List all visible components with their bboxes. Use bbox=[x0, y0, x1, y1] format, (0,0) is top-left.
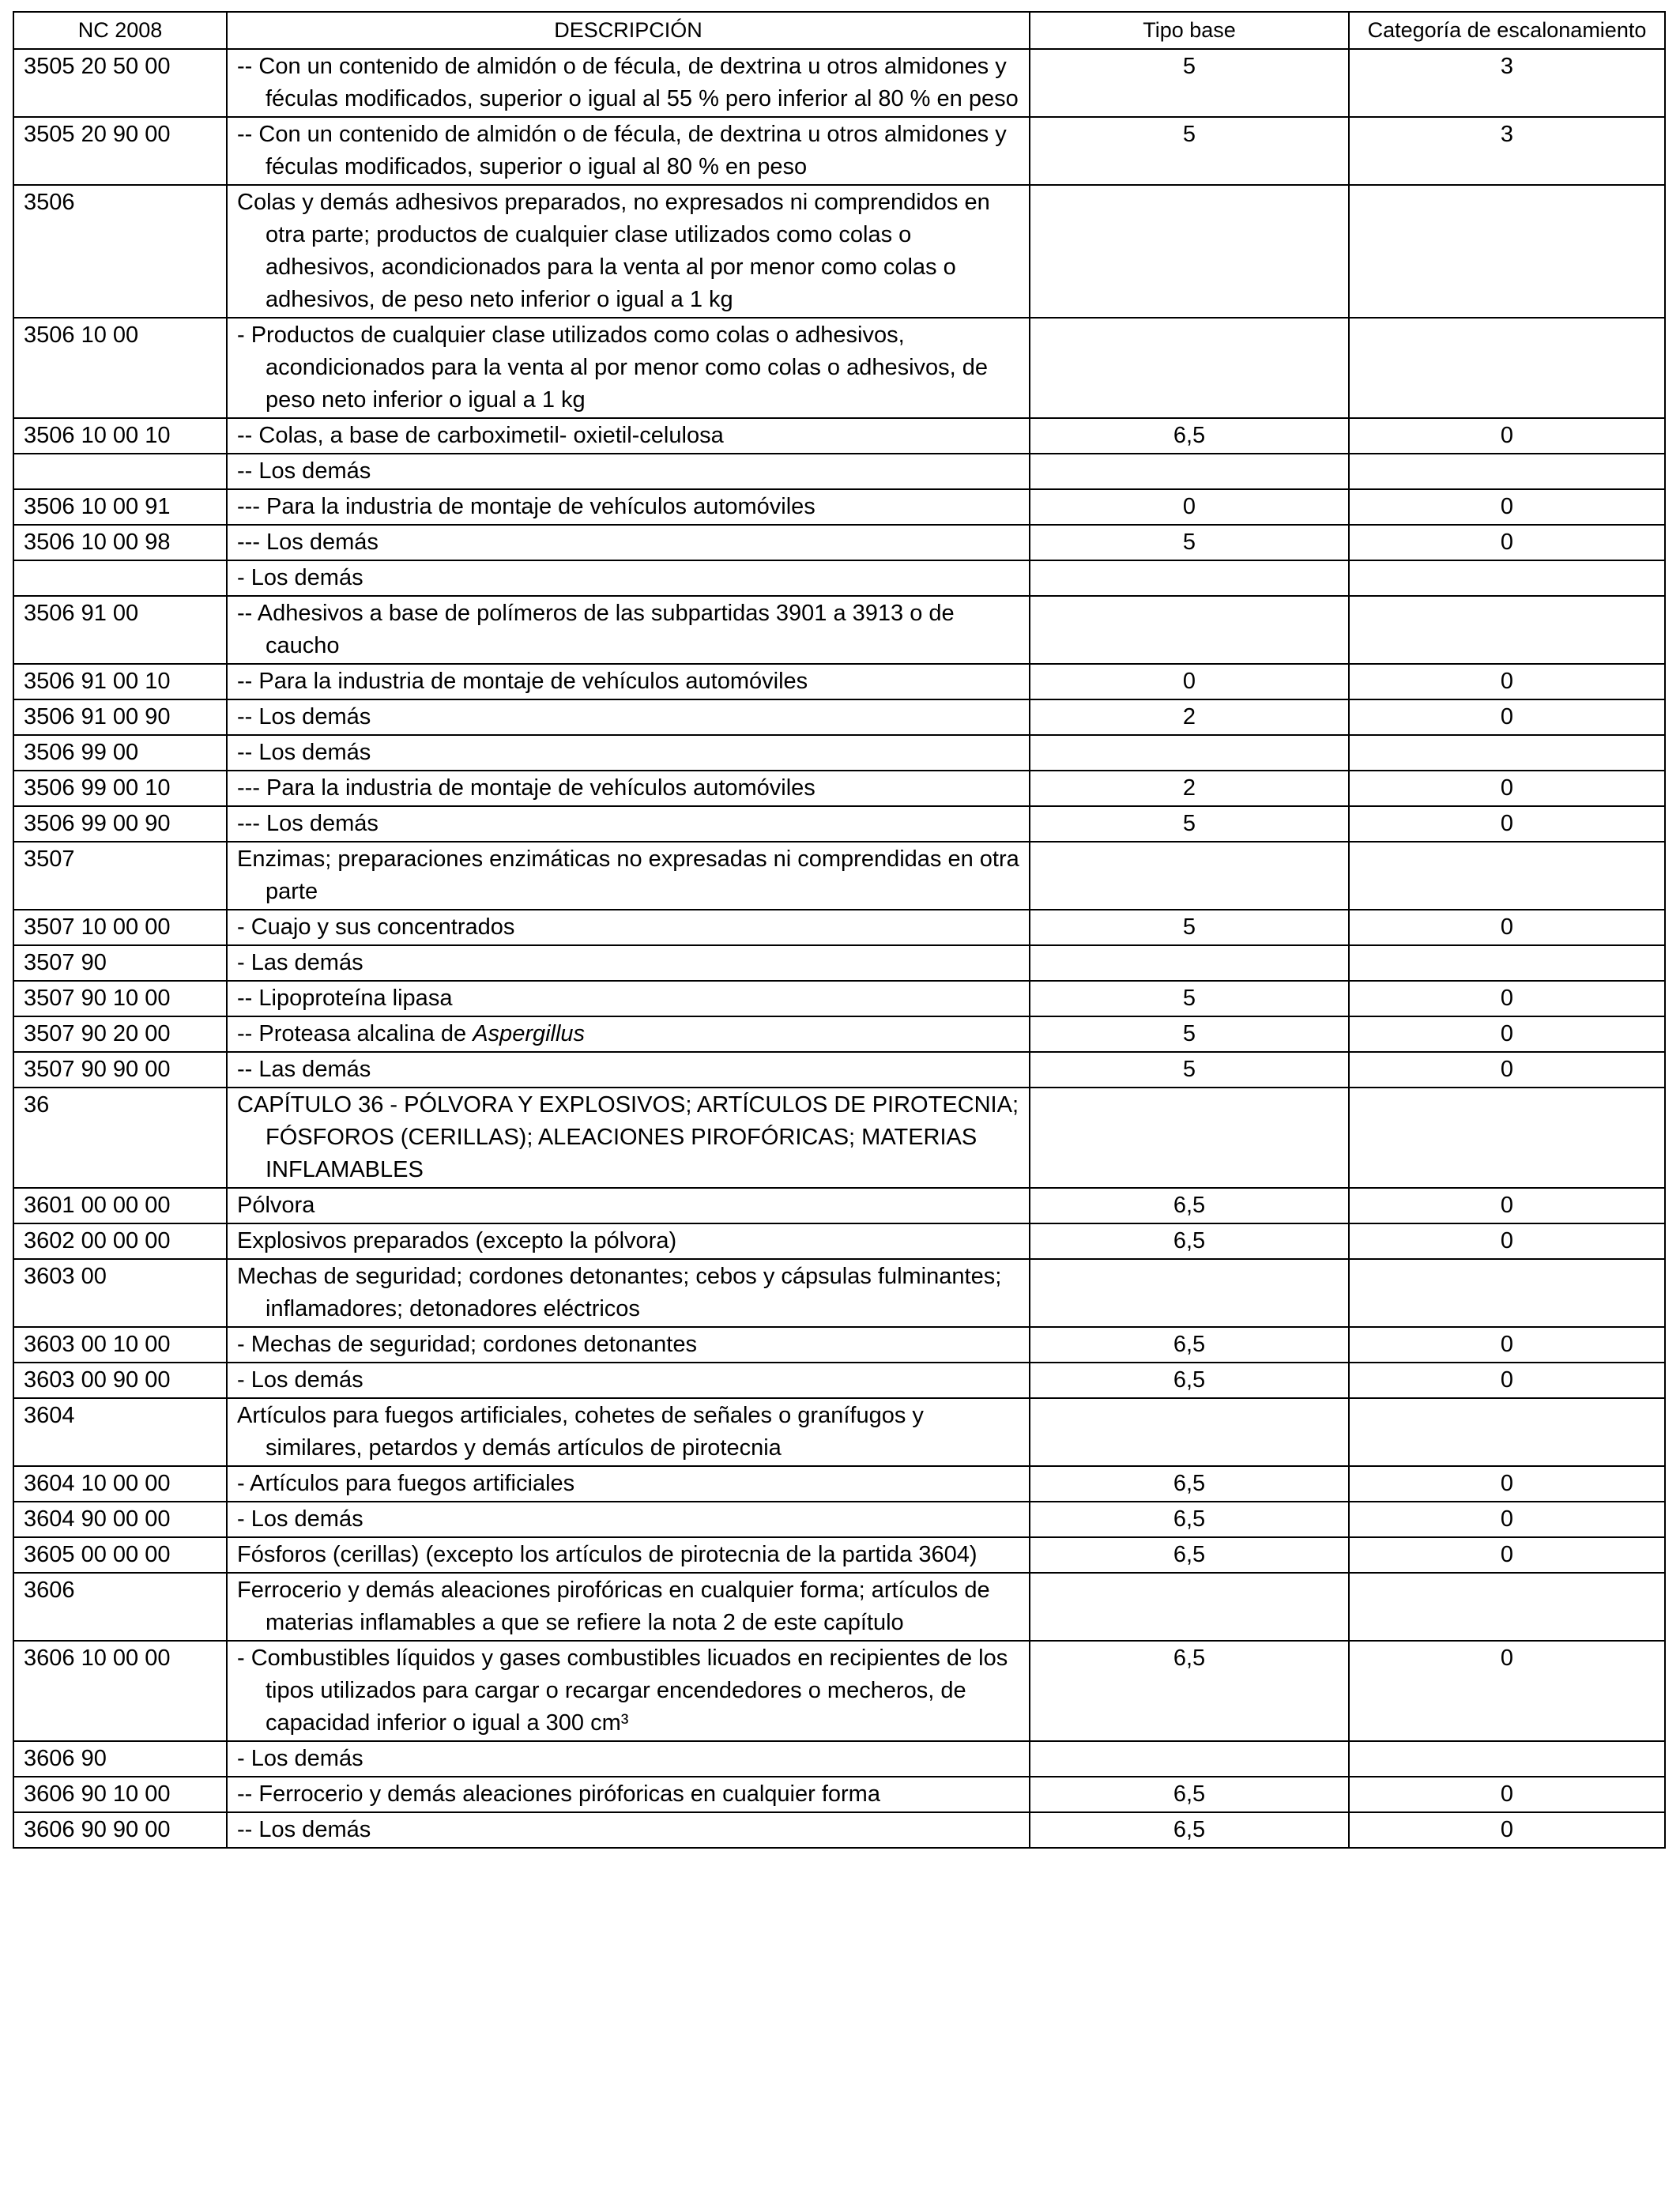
description-main-text: -- Los demás bbox=[237, 1817, 371, 1842]
nc-code-cell: 3606 90 bbox=[13, 1741, 227, 1777]
table-row bbox=[13, 1088, 1665, 1188]
nc-code-cell: 3603 00 10 00 bbox=[13, 1327, 227, 1363]
categoria-cell: 0 bbox=[1349, 1223, 1665, 1259]
description-cell bbox=[227, 1327, 1030, 1363]
categoria-cell: 0 bbox=[1349, 910, 1665, 945]
header-categoria-escalonamiento: Categoría de escalonamiento bbox=[1349, 12, 1665, 49]
description-main-text: Artículos para fuegos artificiales, cohetes de señales o granífugos y similares, petardos y demás artículos de pirotecnia bbox=[237, 1403, 924, 1461]
nc-code-cell: 3506 10 00 10 bbox=[13, 418, 227, 454]
nc-code-cell: 3603 00 90 00 bbox=[13, 1363, 227, 1398]
description-main-text: -- Con un contenido de almidón o de fécula, de dextrina u otros almidones y féculas modificados, superior o igual al 80 % en peso bbox=[237, 122, 1007, 179]
table-row bbox=[13, 699, 1665, 735]
categoria-cell: 0 bbox=[1349, 1502, 1665, 1537]
nc-code-cell: 3506 10 00 91 bbox=[13, 489, 227, 525]
description-text bbox=[237, 319, 1019, 417]
description-cell bbox=[227, 1052, 1030, 1088]
description-text bbox=[237, 1329, 1019, 1361]
categoria-cell bbox=[1349, 842, 1665, 910]
categoria-cell bbox=[1349, 1741, 1665, 1777]
description-text bbox=[237, 598, 1019, 662]
description-cell bbox=[227, 185, 1030, 318]
description-cell bbox=[227, 1259, 1030, 1327]
description-italic-text: Aspergillus bbox=[473, 1021, 586, 1046]
tipo-base-cell: 5 bbox=[1030, 910, 1349, 945]
nc-code-cell: 3507 90 10 00 bbox=[13, 981, 227, 1016]
table-row bbox=[13, 1812, 1665, 1848]
description-text bbox=[237, 1539, 1019, 1571]
tipo-base-cell: 6,5 bbox=[1030, 1363, 1349, 1398]
description-cell bbox=[227, 910, 1030, 945]
tipo-base-cell: 5 bbox=[1030, 981, 1349, 1016]
table-row bbox=[13, 981, 1665, 1016]
table-row bbox=[13, 596, 1665, 664]
description-main-text: -- Los demás bbox=[237, 704, 371, 729]
description-cell bbox=[227, 1088, 1030, 1188]
categoria-cell: 0 bbox=[1349, 1777, 1665, 1812]
description-text bbox=[237, 1054, 1019, 1086]
description-text bbox=[237, 843, 1019, 908]
description-cell bbox=[227, 771, 1030, 806]
nc-code-cell: 3506 99 00 10 bbox=[13, 771, 227, 806]
table-row bbox=[13, 1052, 1665, 1088]
description-text bbox=[237, 491, 1019, 523]
nc-code-cell: 3603 00 bbox=[13, 1259, 227, 1327]
categoria-cell: 0 bbox=[1349, 489, 1665, 525]
description-main-text: --- Para la industria de montaje de vehículos automóviles bbox=[237, 494, 816, 519]
description-cell bbox=[227, 49, 1030, 117]
table-row bbox=[13, 1777, 1665, 1812]
table-row bbox=[13, 525, 1665, 560]
description-main-text: -- Con un contenido de almidón o de fécula, de dextrina u otros almidones y féculas modificados, superior o igual al 55 % pero inferior al 80 % en peso bbox=[237, 54, 1019, 111]
table-row bbox=[13, 1537, 1665, 1573]
description-cell bbox=[227, 699, 1030, 735]
description-text bbox=[237, 1503, 1019, 1536]
header-nc-2008: NC 2008 bbox=[13, 12, 227, 49]
categoria-cell: 0 bbox=[1349, 1363, 1665, 1398]
categoria-cell: 0 bbox=[1349, 664, 1665, 699]
categoria-cell: 0 bbox=[1349, 1466, 1665, 1502]
nc-code-cell: 36 bbox=[13, 1088, 227, 1188]
categoria-cell bbox=[1349, 596, 1665, 664]
tipo-base-cell: 2 bbox=[1030, 699, 1349, 735]
nc-code-cell: 3507 90 90 00 bbox=[13, 1052, 227, 1088]
description-text bbox=[237, 1364, 1019, 1397]
tipo-base-cell: 5 bbox=[1030, 1052, 1349, 1088]
tipo-base-cell: 5 bbox=[1030, 49, 1349, 117]
tipo-base-cell bbox=[1030, 1088, 1349, 1188]
header-descripcion: DESCRIPCIÓN bbox=[227, 12, 1030, 49]
description-main-text: - Artículos para fuegos artificiales bbox=[237, 1471, 575, 1496]
description-text bbox=[237, 911, 1019, 944]
categoria-cell: 0 bbox=[1349, 1052, 1665, 1088]
description-cell bbox=[227, 1363, 1030, 1398]
description-cell bbox=[227, 1223, 1030, 1259]
description-cell bbox=[227, 981, 1030, 1016]
description-cell bbox=[227, 1016, 1030, 1052]
nc-code-cell: 3506 10 00 98 bbox=[13, 525, 227, 560]
nc-code-cell: 3506 99 00 90 bbox=[13, 806, 227, 842]
nc-code-cell: 3601 00 00 00 bbox=[13, 1188, 227, 1223]
description-text bbox=[237, 420, 1019, 452]
table-row bbox=[13, 1466, 1665, 1502]
description-text bbox=[237, 119, 1019, 183]
description-text bbox=[237, 455, 1019, 488]
description-cell bbox=[227, 1573, 1030, 1641]
nc-code-cell bbox=[13, 454, 227, 489]
categoria-cell: 0 bbox=[1349, 981, 1665, 1016]
description-text bbox=[237, 562, 1019, 594]
description-main-text: -- Los demás bbox=[237, 740, 371, 765]
description-main-text: - Los demás bbox=[237, 1746, 363, 1771]
description-text bbox=[237, 1089, 1019, 1186]
description-cell bbox=[227, 1188, 1030, 1223]
categoria-cell bbox=[1349, 1398, 1665, 1466]
tipo-base-cell: 6,5 bbox=[1030, 1188, 1349, 1223]
nc-code-cell: 3606 10 00 00 bbox=[13, 1641, 227, 1741]
description-main-text: -- Ferrocerio y demás aleaciones piróforicas en cualquier forma bbox=[237, 1781, 880, 1807]
categoria-cell: 0 bbox=[1349, 418, 1665, 454]
description-cell bbox=[227, 117, 1030, 185]
description-main-text: -- Las demás bbox=[237, 1057, 371, 1082]
categoria-cell: 0 bbox=[1349, 1188, 1665, 1223]
nc-code-cell: 3604 bbox=[13, 1398, 227, 1466]
description-cell bbox=[227, 1398, 1030, 1466]
table-row bbox=[13, 318, 1665, 418]
description-text bbox=[237, 1225, 1019, 1257]
description-main-text: Enzimas; preparaciones enzimáticas no expresadas ni comprendidas en otra parte bbox=[237, 846, 1019, 904]
description-main-text: -- Adhesivos a base de polímeros de las subpartidas 3901 a 3913 o de caucho bbox=[237, 601, 955, 658]
nc-code-cell: 3604 90 00 00 bbox=[13, 1502, 227, 1537]
nc-code-cell: 3506 91 00 10 bbox=[13, 664, 227, 699]
header-tipo-base: Tipo base bbox=[1030, 12, 1349, 49]
categoria-cell: 3 bbox=[1349, 117, 1665, 185]
description-text bbox=[237, 1468, 1019, 1500]
description-cell bbox=[227, 1812, 1030, 1848]
description-cell bbox=[227, 318, 1030, 418]
description-cell bbox=[227, 525, 1030, 560]
tipo-base-cell bbox=[1030, 842, 1349, 910]
tipo-base-cell: 5 bbox=[1030, 117, 1349, 185]
description-cell bbox=[227, 1741, 1030, 1777]
tipo-base-cell: 2 bbox=[1030, 771, 1349, 806]
tipo-base-cell bbox=[1030, 1741, 1349, 1777]
tipo-base-cell: 0 bbox=[1030, 664, 1349, 699]
tariff-table bbox=[13, 11, 1666, 1849]
table-row bbox=[13, 1741, 1665, 1777]
description-text bbox=[237, 1642, 1019, 1740]
description-cell bbox=[227, 1502, 1030, 1537]
description-main-text: -- Colas, a base de carboximetil- oxietil-celulosa bbox=[237, 423, 724, 448]
table-row bbox=[13, 1363, 1665, 1398]
table-row bbox=[13, 454, 1665, 489]
nc-code-cell: 3505 20 50 00 bbox=[13, 49, 227, 117]
table-row bbox=[13, 1641, 1665, 1741]
description-text bbox=[237, 1400, 1019, 1465]
description-main-text: -- Los demás bbox=[237, 458, 371, 484]
description-main-text: - Las demás bbox=[237, 950, 363, 975]
categoria-cell bbox=[1349, 1259, 1665, 1327]
description-main-text: -- Proteasa alcalina de bbox=[237, 1021, 473, 1046]
categoria-cell bbox=[1349, 1088, 1665, 1188]
table-row bbox=[13, 1327, 1665, 1363]
table-row bbox=[13, 771, 1665, 806]
tipo-base-cell: 6,5 bbox=[1030, 1223, 1349, 1259]
description-cell bbox=[227, 560, 1030, 596]
categoria-cell: 0 bbox=[1349, 1537, 1665, 1573]
table-row bbox=[13, 117, 1665, 185]
table-row bbox=[13, 1259, 1665, 1327]
tipo-base-cell: 6,5 bbox=[1030, 418, 1349, 454]
description-main-text: --- Para la industria de montaje de vehículos automóviles bbox=[237, 775, 816, 801]
table-header-row bbox=[13, 12, 1665, 49]
description-text bbox=[237, 701, 1019, 733]
categoria-cell: 0 bbox=[1349, 1016, 1665, 1052]
description-text bbox=[237, 665, 1019, 698]
table-row bbox=[13, 185, 1665, 318]
categoria-cell bbox=[1349, 454, 1665, 489]
description-text bbox=[237, 737, 1019, 769]
description-text bbox=[237, 1018, 1019, 1050]
description-text bbox=[237, 1189, 1019, 1222]
nc-code-cell: 3507 10 00 00 bbox=[13, 910, 227, 945]
description-text bbox=[237, 1814, 1019, 1846]
tipo-base-cell: 5 bbox=[1030, 1016, 1349, 1052]
nc-code-cell: 3606 90 90 00 bbox=[13, 1812, 227, 1848]
nc-code-cell: 3507 90 bbox=[13, 945, 227, 981]
table-row bbox=[13, 735, 1665, 771]
categoria-cell: 3 bbox=[1349, 49, 1665, 117]
description-cell bbox=[227, 596, 1030, 664]
nc-code-cell: 3506 99 00 bbox=[13, 735, 227, 771]
description-text bbox=[237, 51, 1019, 115]
description-cell bbox=[227, 489, 1030, 525]
table-body bbox=[13, 49, 1665, 1848]
table-row bbox=[13, 49, 1665, 117]
nc-code-cell: 3606 90 10 00 bbox=[13, 1777, 227, 1812]
description-main-text: Colas y demás adhesivos preparados, no expresados ni comprendidos en otra parte; productos de cualquier clase utilizados como colas o adhesivos, acondicionados para la venta al por menor como colas o adhesivos, de peso neto inferior o igual a 1 kg bbox=[237, 190, 990, 312]
table-row bbox=[13, 945, 1665, 981]
categoria-cell bbox=[1349, 1573, 1665, 1641]
description-text bbox=[237, 526, 1019, 559]
categoria-cell: 0 bbox=[1349, 1327, 1665, 1363]
categoria-cell bbox=[1349, 185, 1665, 318]
description-cell bbox=[227, 1641, 1030, 1741]
tipo-base-cell: 6,5 bbox=[1030, 1327, 1349, 1363]
description-main-text: - Combustibles líquidos y gases combustibles licuados en recipientes de los tipos utilizados para cargar o recargar encendedores o mecheros, de capacidad inferior o igual a 300 cm³ bbox=[237, 1646, 1008, 1736]
description-main-text: Pólvora bbox=[237, 1193, 315, 1218]
categoria-cell: 0 bbox=[1349, 525, 1665, 560]
nc-code-cell: 3506 91 00 bbox=[13, 596, 227, 664]
description-main-text: Ferrocerio y demás aleaciones pirofóricas en cualquier forma; artículos de materias inflamables a que se refiere la nota 2 de este capítulo bbox=[237, 1578, 990, 1635]
table-row bbox=[13, 1016, 1665, 1052]
tipo-base-cell: 6,5 bbox=[1030, 1812, 1349, 1848]
description-main-text: Explosivos preparados (excepto la pólvora) bbox=[237, 1228, 677, 1253]
table-row bbox=[13, 842, 1665, 910]
tipo-base-cell: 6,5 bbox=[1030, 1777, 1349, 1812]
tipo-base-cell: 6,5 bbox=[1030, 1537, 1349, 1573]
description-cell bbox=[227, 806, 1030, 842]
tipo-base-cell bbox=[1030, 454, 1349, 489]
table-row bbox=[13, 1223, 1665, 1259]
description-main-text: - Los demás bbox=[237, 565, 363, 590]
tipo-base-cell bbox=[1030, 185, 1349, 318]
description-text bbox=[237, 808, 1019, 840]
description-text bbox=[237, 1261, 1019, 1325]
nc-code-cell: 3606 bbox=[13, 1573, 227, 1641]
table-row bbox=[13, 664, 1665, 699]
description-main-text: - Los demás bbox=[237, 1506, 363, 1532]
nc-code-cell: 3605 00 00 00 bbox=[13, 1537, 227, 1573]
categoria-cell bbox=[1349, 735, 1665, 771]
nc-code-cell: 3604 10 00 00 bbox=[13, 1466, 227, 1502]
table-row bbox=[13, 560, 1665, 596]
description-cell bbox=[227, 418, 1030, 454]
categoria-cell: 0 bbox=[1349, 1812, 1665, 1848]
categoria-cell bbox=[1349, 560, 1665, 596]
description-main-text: Fósforos (cerillas) (excepto los artículos de pirotecnia de la partida 3604) bbox=[237, 1542, 977, 1567]
tipo-base-cell bbox=[1030, 1259, 1349, 1327]
nc-code-cell bbox=[13, 560, 227, 596]
description-cell bbox=[227, 454, 1030, 489]
description-main-text: - Productos de cualquier clase utilizados como colas o adhesivos, acondicionados para la venta al por menor como colas o adhesivos, de peso neto inferior o igual a 1 kg bbox=[237, 322, 989, 413]
table-row bbox=[13, 1573, 1665, 1641]
description-text bbox=[237, 1743, 1019, 1775]
nc-code-cell: 3505 20 90 00 bbox=[13, 117, 227, 185]
description-main-text: --- Los demás bbox=[237, 530, 379, 555]
tipo-base-cell bbox=[1030, 1573, 1349, 1641]
categoria-cell: 0 bbox=[1349, 806, 1665, 842]
tipo-base-cell bbox=[1030, 945, 1349, 981]
categoria-cell: 0 bbox=[1349, 771, 1665, 806]
description-text bbox=[237, 982, 1019, 1015]
description-main-text: - Los demás bbox=[237, 1367, 363, 1393]
table-row bbox=[13, 806, 1665, 842]
categoria-cell: 0 bbox=[1349, 1641, 1665, 1741]
description-cell bbox=[227, 1777, 1030, 1812]
tipo-base-cell bbox=[1030, 735, 1349, 771]
tipo-base-cell bbox=[1030, 318, 1349, 418]
description-cell bbox=[227, 735, 1030, 771]
table-row bbox=[13, 418, 1665, 454]
tipo-base-cell: 5 bbox=[1030, 525, 1349, 560]
description-main-text: CAPÍTULO 36 - PÓLVORA Y EXPLOSIVOS; ARTÍCULOS DE PIROTECNIA; FÓSFOROS (CERILLAS); ALEACIONES PIROFÓRICAS; MATERIAS INFLAMABLES bbox=[237, 1092, 1019, 1182]
categoria-cell bbox=[1349, 318, 1665, 418]
tipo-base-cell: 5 bbox=[1030, 806, 1349, 842]
description-cell bbox=[227, 1537, 1030, 1573]
description-cell bbox=[227, 1466, 1030, 1502]
tipo-base-cell bbox=[1030, 560, 1349, 596]
table-row bbox=[13, 1188, 1665, 1223]
description-text bbox=[237, 1574, 1019, 1639]
categoria-cell bbox=[1349, 945, 1665, 981]
tipo-base-cell: 6,5 bbox=[1030, 1466, 1349, 1502]
description-text bbox=[237, 187, 1019, 316]
description-cell bbox=[227, 842, 1030, 910]
nc-code-cell: 3506 91 00 90 bbox=[13, 699, 227, 735]
tipo-base-cell bbox=[1030, 596, 1349, 664]
description-text bbox=[237, 772, 1019, 805]
description-text bbox=[237, 1778, 1019, 1811]
description-main-text: - Mechas de seguridad; cordones detonantes bbox=[237, 1332, 697, 1357]
table-row bbox=[13, 910, 1665, 945]
description-cell bbox=[227, 945, 1030, 981]
nc-code-cell: 3507 90 20 00 bbox=[13, 1016, 227, 1052]
description-main-text: --- Los demás bbox=[237, 811, 379, 836]
description-cell bbox=[227, 664, 1030, 699]
nc-code-cell: 3602 00 00 00 bbox=[13, 1223, 227, 1259]
table-row bbox=[13, 1502, 1665, 1537]
nc-code-cell: 3506 bbox=[13, 185, 227, 318]
table-row bbox=[13, 489, 1665, 525]
nc-code-cell: 3507 bbox=[13, 842, 227, 910]
tipo-base-cell: 6,5 bbox=[1030, 1502, 1349, 1537]
tipo-base-cell: 6,5 bbox=[1030, 1641, 1349, 1741]
description-main-text: Mechas de seguridad; cordones detonantes; cebos y cápsulas fulminantes; inflamadores; detonadores eléctricos bbox=[237, 1264, 1002, 1321]
description-text bbox=[237, 947, 1019, 979]
description-main-text: -- Lipoproteína lipasa bbox=[237, 986, 453, 1011]
nc-code-cell: 3506 10 00 bbox=[13, 318, 227, 418]
categoria-cell: 0 bbox=[1349, 699, 1665, 735]
description-main-text: - Cuajo y sus concentrados bbox=[237, 914, 515, 940]
description-main-text: -- Para la industria de montaje de vehículos automóviles bbox=[237, 669, 808, 694]
tipo-base-cell: 0 bbox=[1030, 489, 1349, 525]
table-row bbox=[13, 1398, 1665, 1466]
tipo-base-cell bbox=[1030, 1398, 1349, 1466]
